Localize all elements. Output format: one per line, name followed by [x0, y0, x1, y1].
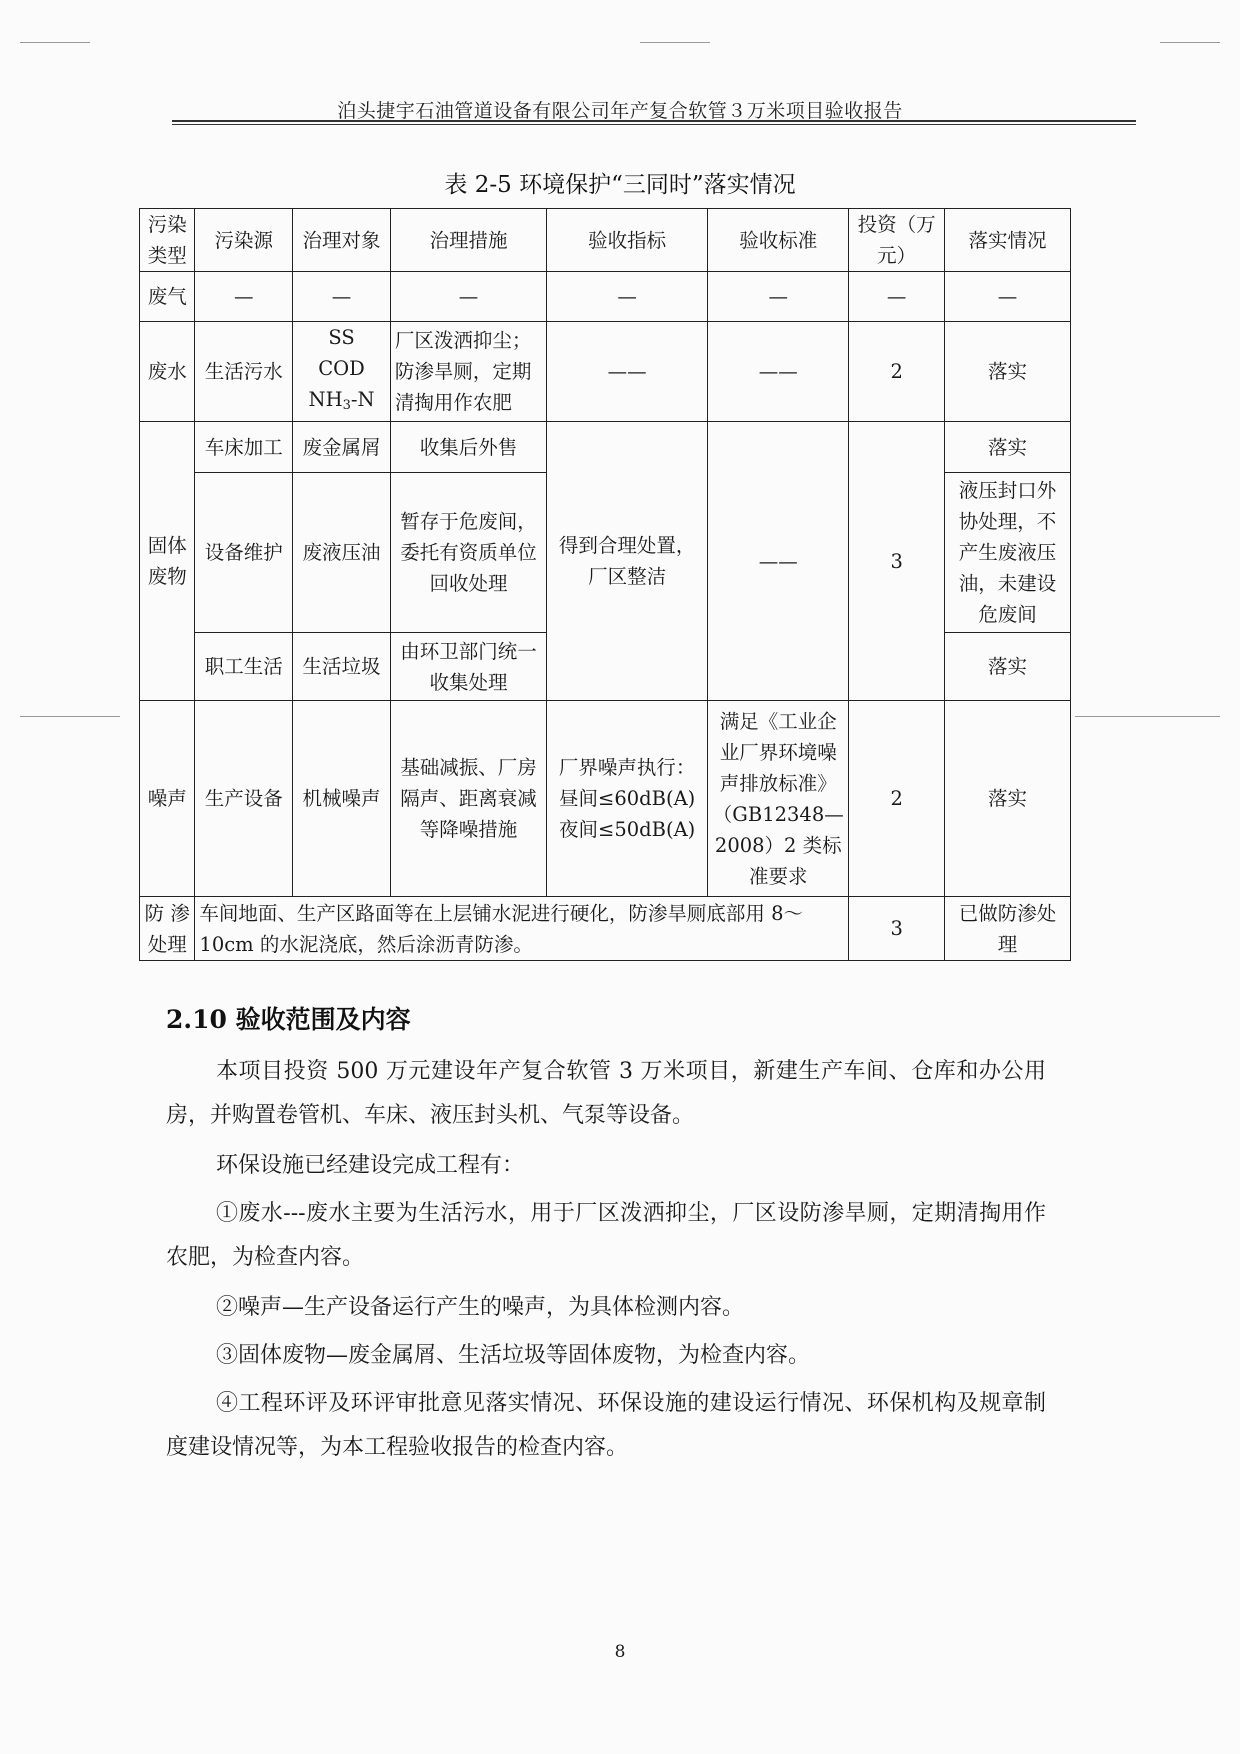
- cell-type: 噪声: [140, 701, 195, 897]
- cell-measure: 厂区泼洒抑尘；防渗旱厕，定期清掏用作农肥: [390, 322, 546, 422]
- cell-source: 设备维护: [195, 473, 293, 633]
- cell-object: [293, 322, 391, 422]
- cell-status: 已做防渗处理: [945, 897, 1071, 961]
- paragraph: 环保设施已经建设完成工程有：: [216, 1153, 525, 1178]
- cell-dash: —: [390, 272, 546, 322]
- cell-measure: 收集后外售: [390, 422, 546, 473]
- cell-source: 生活污水: [195, 322, 293, 422]
- cell-dash: —: [547, 272, 708, 322]
- pollutant-nh3n: [297, 384, 386, 421]
- cell-status: 落实: [945, 422, 1071, 473]
- paragraph: ③固体废物—废金属屑、生活垃圾等固体废物，为检查内容。: [216, 1343, 811, 1368]
- table-row-solid-waste-1: [140, 422, 1071, 473]
- paragraph: ②噪声—生产设备运行产生的噪声，为具体检测内容。: [216, 1295, 745, 1320]
- col-header-status: 落实情况: [945, 209, 1071, 272]
- cell-status: 落实: [945, 633, 1071, 701]
- table-caption: 表 2-5 环境保护“三同时”落实情况: [444, 172, 796, 198]
- nh3n-tail: -N: [350, 388, 375, 411]
- scan-artifact-line: [20, 42, 90, 43]
- cell-measure: 由环卫部门统一收集处理: [390, 633, 546, 701]
- section-heading: 2.10 验收范围及内容: [166, 1005, 411, 1034]
- cell-standard: 满足《工业企业厂界环境噪声排放标准》（GB12348—2008）2 类标准要求: [708, 701, 849, 897]
- pollutant-ss: SS: [328, 326, 355, 349]
- cell-measure: 基础减振、厂房隔声、距离衰减等降噪措施: [390, 701, 546, 897]
- table-row-noise: [140, 701, 1071, 897]
- scan-artifact-line: [1160, 42, 1220, 43]
- cell-index: [547, 701, 708, 897]
- col-header-measure: 治理措施: [390, 209, 546, 272]
- table-header-row: [140, 209, 1071, 272]
- cell-source: 车床加工: [195, 422, 293, 473]
- col-header-object: 治理对象: [293, 209, 391, 272]
- cell-measure: 暂存于危废间，委托有资质单位回收处理: [390, 473, 546, 633]
- table-row-waste-gas: [140, 272, 1071, 322]
- cell-object: 机械噪声: [293, 701, 391, 897]
- cell-type: 防 渗处理: [140, 897, 195, 961]
- noise-night-limit: 夜间≤50dB(A): [559, 818, 696, 841]
- cell-index: ——: [547, 322, 708, 422]
- cell-status: 落实: [945, 322, 1071, 422]
- cell-standard: ——: [708, 322, 849, 422]
- cell-dash: —: [945, 272, 1071, 322]
- cell-index: 得到合理处置，厂区整洁: [547, 422, 708, 701]
- col-header-type: 污染类型: [140, 209, 195, 272]
- paragraph: ①废水---废水主要为生活污水，用于厂区泼洒抑尘，厂区设防渗旱厕，定期清掏用作农肥，为检查内容。: [166, 1201, 1046, 1270]
- pollutant-cod: COD: [318, 357, 365, 380]
- cell-dash: —: [293, 272, 391, 322]
- cell-object: 生活垃圾: [293, 633, 391, 701]
- cell-standard: ——: [708, 422, 849, 701]
- cell-investment: 3: [849, 897, 945, 961]
- cell-object: 废金属屑: [293, 422, 391, 473]
- cell-dash: —: [849, 272, 945, 322]
- cell-source: 生产设备: [195, 701, 293, 897]
- table-row-waste-water: [140, 322, 1071, 422]
- nh3n-main: NH: [308, 388, 343, 411]
- paragraph: 本项目投资 500 万元建设年产复合软管 3 万米项目，新建生产车间、仓库和办公用房，并购置卷管机、车床、液压封头机、气泵等设备。: [166, 1059, 1046, 1128]
- cell-status: 落实: [945, 701, 1071, 897]
- cell-type: 固体废物: [140, 422, 195, 701]
- paragraph: ④工程环评及环评审批意见落实情况、环保设施的建设运行情况、环保机构及规章制度建设情况等，为本工程验收报告的检查内容。: [166, 1391, 1046, 1460]
- header-rule: [172, 120, 1136, 125]
- scan-artifact-line: [640, 42, 710, 43]
- col-header-index: 验收指标: [547, 209, 708, 272]
- noise-day-limit: 昼间≤60dB(A): [559, 787, 696, 810]
- col-header-investment: 投资（万元）: [849, 209, 945, 272]
- scan-artifact-line: [20, 716, 120, 717]
- col-header-source: 污染源: [195, 209, 293, 272]
- cell-dash: —: [195, 272, 293, 322]
- noise-index-label: 厂界噪声执行：: [558, 756, 696, 779]
- cell-type: 废气: [140, 272, 195, 322]
- cell-measure: 车间地面、生产区路面等在上层铺水泥进行硬化，防渗旱厕底部用 8～10cm 的水泥浇底，然后涂沥青防渗。: [195, 897, 849, 961]
- environmental-protection-table: [139, 208, 1071, 961]
- cell-source: 职工生活: [195, 633, 293, 701]
- nh3n-subscript: 3: [342, 398, 351, 413]
- cell-investment: 2: [849, 701, 945, 897]
- cell-dash: —: [708, 272, 849, 322]
- col-header-standard: 验收标准: [708, 209, 849, 272]
- table-row-seepage: [140, 897, 1071, 961]
- cell-type: 废水: [140, 322, 195, 422]
- cell-investment: 2: [849, 322, 945, 422]
- scan-artifact-line: [1075, 716, 1220, 717]
- page-number: 8: [614, 1642, 626, 1662]
- cell-investment: 3: [849, 422, 945, 701]
- cell-object: 废液压油: [293, 473, 391, 633]
- cell-status: 液压封口外协处理，不产生废液压油，未建设危废间: [945, 473, 1071, 633]
- report-header-title: 泊头捷宇石油管道设备有限公司年产复合软管３万米项目验收报告: [337, 100, 903, 122]
